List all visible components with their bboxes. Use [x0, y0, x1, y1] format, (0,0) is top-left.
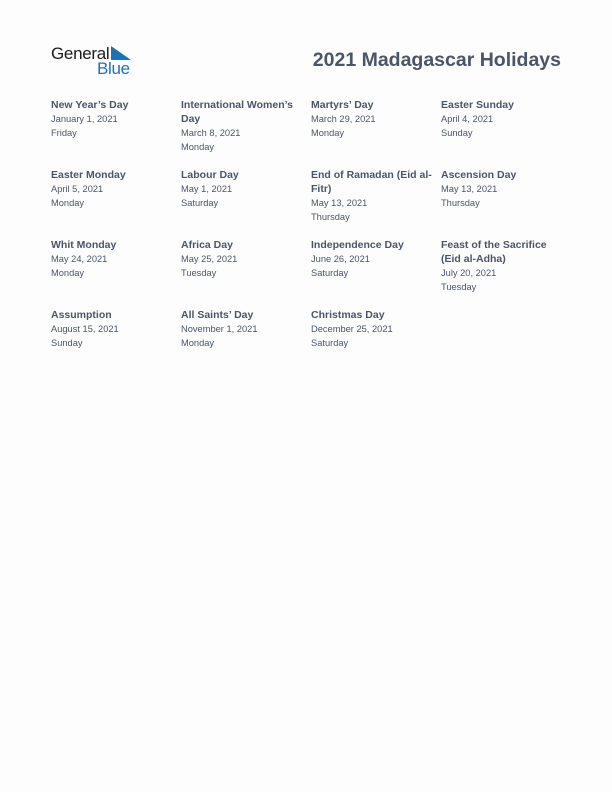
holiday-weekday: Friday [51, 128, 77, 138]
holiday-name: Easter Monday [51, 169, 126, 181]
holiday-name: Labour Day [181, 169, 239, 181]
holiday-weekday: Sunday [441, 128, 473, 138]
holiday-date: March 29, 2021 [311, 114, 376, 124]
holiday-date: March 8, 2021 [181, 128, 241, 138]
holiday-item [181, 238, 311, 308]
holiday-item [311, 98, 441, 168]
holiday-date: April 5, 2021 [51, 184, 104, 194]
holiday-date: August 15, 2021 [51, 324, 119, 334]
generalblue-logo [51, 44, 141, 78]
holiday-date: May 24, 2021 [51, 254, 108, 264]
holiday-date: April 4, 2021 [441, 114, 494, 124]
holiday-name: Easter Sunday [441, 99, 514, 111]
holiday-name: New Year’s Day [51, 99, 129, 111]
holiday-weekday: Sunday [51, 338, 83, 348]
holiday-item [181, 98, 311, 168]
page-title: 2021 Madagascar Holidays [312, 49, 561, 71]
holiday-date: May 1, 2021 [181, 184, 233, 194]
holiday-item [181, 308, 311, 378]
holiday-weekday: Saturday [181, 198, 219, 208]
holiday-name: Whit Monday [51, 239, 117, 251]
holiday-weekday: Monday [311, 128, 345, 138]
holiday-name: Assumption [51, 309, 112, 321]
holiday-date: June 26, 2021 [311, 254, 370, 264]
holiday-weekday: Tuesday [181, 268, 217, 278]
logo-general-text: General [51, 44, 110, 63]
holiday-item [51, 98, 181, 168]
holiday-date: January 1, 2021 [51, 114, 118, 124]
holiday-date: May 13, 2021 [441, 184, 498, 194]
holiday-name: End of Ramadan (Eid al-Fitr) [311, 169, 432, 195]
holiday-name: Independence Day [311, 239, 404, 251]
holiday-name: Africa Day [181, 239, 233, 251]
holiday-item [181, 168, 311, 238]
holiday-weekday: Thursday [441, 198, 480, 208]
holiday-date: July 20, 2021 [441, 268, 497, 278]
holiday-weekday: Tuesday [441, 282, 477, 292]
holiday-name: International Women’s Day [181, 99, 294, 125]
holiday-item [441, 238, 571, 308]
holiday-name: Feast of the Sacrifice (Eid al-Adha) [441, 239, 547, 265]
logo-blue-text: Blue [97, 59, 130, 78]
holiday-weekday: Monday [181, 338, 215, 348]
holiday-item [441, 98, 571, 168]
holiday-item [441, 168, 571, 238]
holiday-weekday: Monday [181, 142, 215, 152]
holiday-date: December 25, 2021 [311, 324, 393, 334]
holiday-date: November 1, 2021 [181, 324, 258, 334]
holiday-weekday: Monday [51, 198, 85, 208]
holiday-item [311, 308, 441, 378]
holiday-item [311, 168, 441, 238]
holiday-name: Martyrs’ Day [311, 99, 374, 111]
holiday-name: Christmas Day [311, 309, 385, 321]
holiday-name: Ascension Day [441, 169, 517, 181]
holiday-weekday: Saturday [311, 268, 349, 278]
holiday-date: May 25, 2021 [181, 254, 238, 264]
holiday-weekday: Thursday [311, 212, 350, 222]
holiday-name: All Saints’ Day [181, 309, 254, 321]
holiday-date: May 13, 2021 [311, 198, 368, 208]
holiday-item [311, 238, 441, 308]
holiday-item [51, 168, 181, 238]
holiday-weekday: Saturday [311, 338, 349, 348]
holiday-item [51, 238, 181, 308]
holiday-grid [51, 98, 571, 378]
holiday-weekday: Monday [51, 268, 85, 278]
holiday-item [51, 308, 181, 378]
logo-triangle-icon [111, 46, 131, 60]
